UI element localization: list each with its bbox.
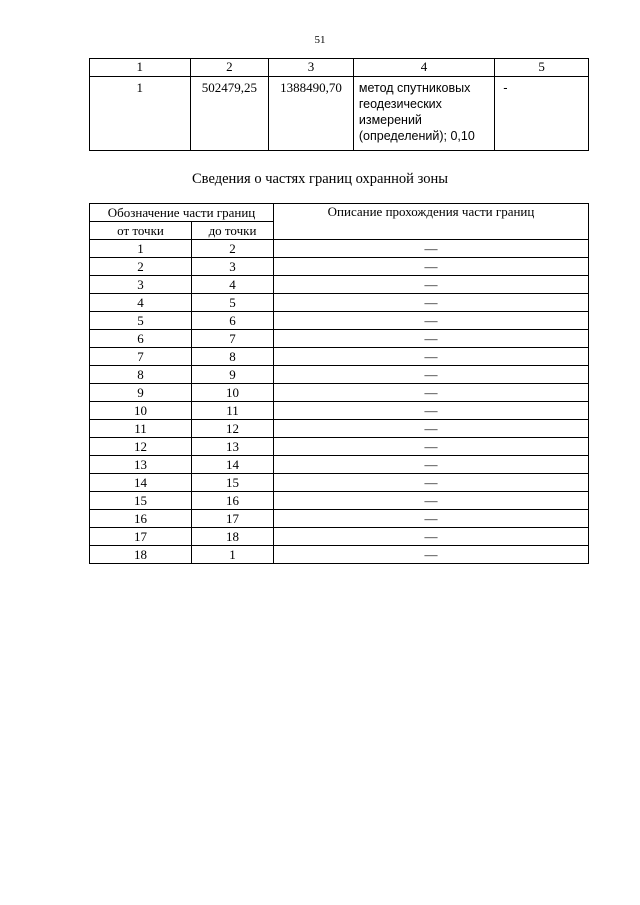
header-from-point: от точки [90, 222, 192, 240]
table-row [90, 402, 589, 420]
from-point-cell: 5 [90, 312, 192, 330]
table-row [90, 258, 589, 276]
col-header-4: 4 [353, 59, 494, 77]
from-point-cell: 3 [90, 276, 192, 294]
description-cell: — [274, 276, 589, 294]
from-point-cell: 2 [90, 258, 192, 276]
from-point-cell: 9 [90, 384, 192, 402]
table-row [90, 528, 589, 546]
from-point-cell: 14 [90, 474, 192, 492]
table-row [90, 276, 589, 294]
to-point-cell: 3 [192, 258, 274, 276]
to-point-cell: 10 [192, 384, 274, 402]
method-line: геодезических [358, 97, 442, 111]
description-cell: — [274, 366, 589, 384]
parts-header-row [90, 204, 589, 222]
to-point-cell: 17 [192, 510, 274, 528]
section-title: Сведения о частях границ охранной зоны [192, 171, 448, 187]
from-point-cell: 12 [90, 438, 192, 456]
table-row [90, 348, 589, 366]
from-point-cell: 7 [90, 348, 192, 366]
from-point-cell: 6 [90, 330, 192, 348]
col-header-3: 3 [269, 59, 354, 77]
to-point-cell: 2 [192, 240, 274, 258]
method-cell [353, 77, 494, 151]
coordinate-x: 502479,25 [190, 77, 269, 151]
method-line: метод спутниковых [358, 81, 471, 95]
description-cell: — [274, 456, 589, 474]
description-cell: — [274, 294, 589, 312]
description-cell: — [274, 330, 589, 348]
to-point-cell: 14 [192, 456, 274, 474]
coordinates-header-row [90, 59, 589, 77]
header-description: Описание прохождения части границ [274, 204, 589, 240]
to-point-cell: 13 [192, 438, 274, 456]
table-row [90, 492, 589, 510]
from-point-cell: 18 [90, 546, 192, 564]
from-point-cell: 17 [90, 528, 192, 546]
description-cell: — [274, 402, 589, 420]
method-line: измерений [358, 113, 422, 127]
to-point-cell: 5 [192, 294, 274, 312]
from-point-cell: 1 [90, 240, 192, 258]
col-header-5: 5 [495, 59, 589, 77]
col-header-2: 2 [190, 59, 269, 77]
table-row [90, 546, 589, 564]
table-row [90, 438, 589, 456]
from-point-cell: 15 [90, 492, 192, 510]
to-point-cell: 16 [192, 492, 274, 510]
to-point-cell: 12 [192, 420, 274, 438]
to-point-cell: 8 [192, 348, 274, 366]
page-number: 51 [314, 34, 326, 46]
from-point-cell: 10 [90, 402, 192, 420]
to-point-cell: 1 [192, 546, 274, 564]
table-row [90, 474, 589, 492]
description-cell: — [274, 420, 589, 438]
from-point-cell: 16 [90, 510, 192, 528]
to-point-cell: 11 [192, 402, 274, 420]
header-part-designation: Обозначение части границ [90, 204, 274, 222]
method-line: (определений); 0,10 [358, 129, 475, 143]
coordinates-row [90, 77, 589, 151]
description-cell: — [274, 510, 589, 528]
to-point-cell: 7 [192, 330, 274, 348]
description-cell: — [274, 438, 589, 456]
table-row [90, 510, 589, 528]
to-point-cell: 6 [192, 312, 274, 330]
parts-table-body [90, 240, 589, 564]
from-point-cell: 11 [90, 420, 192, 438]
description-cell: — [274, 312, 589, 330]
table-row [90, 330, 589, 348]
col-header-1: 1 [90, 59, 191, 77]
coordinates-table [89, 58, 589, 151]
table-row [90, 240, 589, 258]
boundary-parts-table [89, 203, 589, 564]
description-cell: — [274, 240, 589, 258]
description-cell: — [274, 546, 589, 564]
header-to-point: до точки [192, 222, 274, 240]
extra-cell: - [495, 77, 589, 151]
coordinate-y: 1388490,70 [269, 77, 354, 151]
from-point-cell: 13 [90, 456, 192, 474]
point-number: 1 [90, 77, 191, 151]
description-cell: — [274, 348, 589, 366]
description-cell: — [274, 384, 589, 402]
to-point-cell: 15 [192, 474, 274, 492]
from-point-cell: 8 [90, 366, 192, 384]
table-row [90, 384, 589, 402]
table-row [90, 366, 589, 384]
from-point-cell: 4 [90, 294, 192, 312]
description-cell: — [274, 258, 589, 276]
table-row [90, 312, 589, 330]
table-row [90, 294, 589, 312]
to-point-cell: 9 [192, 366, 274, 384]
description-cell: — [274, 492, 589, 510]
description-cell: — [274, 474, 589, 492]
table-row [90, 456, 589, 474]
to-point-cell: 4 [192, 276, 274, 294]
to-point-cell: 18 [192, 528, 274, 546]
description-cell: — [274, 528, 589, 546]
table-row [90, 420, 589, 438]
